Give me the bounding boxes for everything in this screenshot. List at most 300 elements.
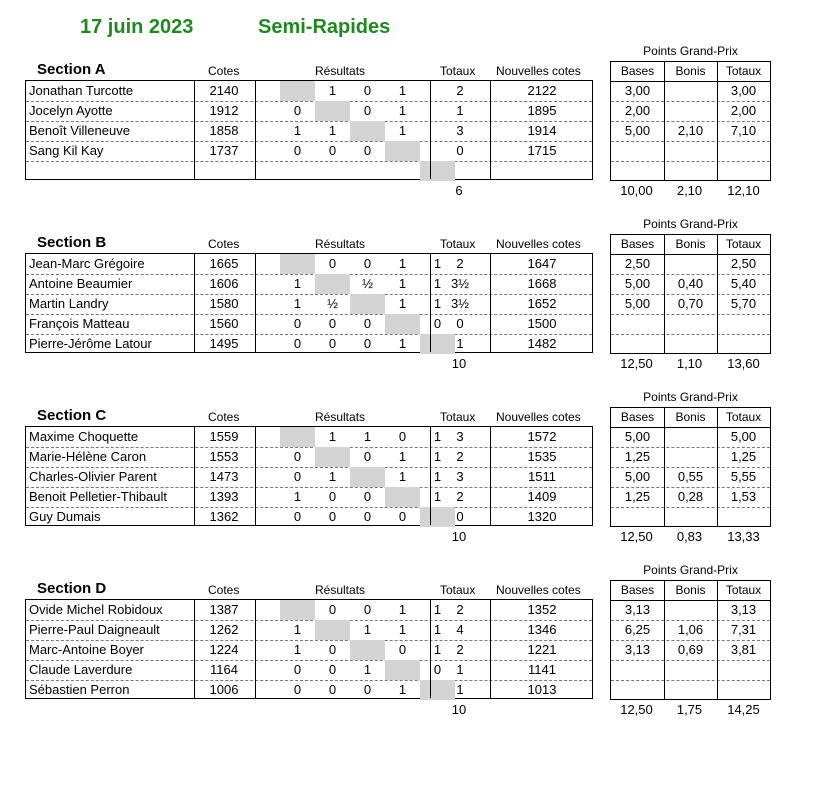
date-title: 17 juin 2023 [80,16,194,38]
table-row [26,121,592,142]
results-table [25,253,593,353]
diagonal-cell [385,660,420,680]
result-cell: 0 [328,509,337,524]
player-name: Pierre-Jérôme Latour [29,336,152,351]
table-row [26,314,592,335]
result-cell: 0 [398,642,407,657]
result-cell: 1 [398,256,407,271]
new-rating: 1320 [527,509,557,524]
player-name: Marc-Antoine Boyer [29,642,144,657]
gp-bases [611,507,664,527]
table-row [26,620,592,641]
gp-row [611,121,770,142]
player-rating: 1912 [209,103,239,118]
column-divider [255,427,256,525]
column-divider [490,81,491,179]
column-divider [490,600,491,698]
player-total: 0 [456,509,464,524]
player-name: Maxime Choquette [29,429,139,444]
grand-prix-table [610,407,771,527]
result-cell: 1 [433,276,442,291]
sum-gp-totaux: 12,10 [727,183,760,198]
gp-bonis [664,507,717,527]
gp-total: 7,31 [730,622,757,637]
diagonal-cell [315,447,350,467]
nouvelles-cotes-header: Nouvelles cotes [496,410,581,424]
gp-bases: 1,25 [624,489,651,504]
cotes-header: Cotes [208,237,240,251]
player-rating: 1665 [209,256,239,271]
gp-total: 7,10 [730,123,757,138]
player-name: Jean-Marc Grégoire [29,256,145,271]
result-cell: 1 [398,296,407,311]
diagonal-cell [385,141,420,161]
gp-column-divider [664,62,665,180]
result-cell: 1 [433,642,442,657]
player-total: 2 [456,489,464,504]
new-rating: 1647 [527,256,557,271]
result-cell: 1 [398,83,407,98]
gp-row [611,487,770,508]
result-cell: 0 [363,83,372,98]
gp-totaux-header: Totaux [725,410,762,424]
column-divider [430,81,431,179]
player-rating: 1473 [209,469,239,484]
gp-row [611,680,770,700]
gp-total [717,660,770,680]
nouvelles-cotes-header: Nouvelles cotes [496,583,581,597]
gp-total: 1,53 [730,489,757,504]
gp-bonis: 1,06 [677,622,704,637]
player-total: 3½ [450,296,470,311]
gp-column-divider [717,235,718,353]
player-name: Ovide Michel Robidoux [29,602,163,617]
points-grand-prix-header: Points Grand-Prix [643,563,738,577]
diagonal-cell [280,254,315,274]
diagonal-cell [280,81,315,101]
table-row [26,101,592,122]
player-rating: 1006 [209,682,239,697]
new-rating: 1668 [527,276,557,291]
result-cell: 1 [433,256,442,271]
result-cell: 1 [328,429,337,444]
result-cell: 0 [328,316,337,331]
diagonal-cell [280,600,315,620]
gp-total: 5,40 [730,276,757,291]
sum-gp-totaux: 14,25 [727,702,760,717]
gp-bases [611,334,664,354]
column-divider [430,600,431,698]
new-rating: 1013 [527,682,557,697]
gp-total [717,507,770,527]
new-rating: 1409 [527,489,557,504]
result-cell: 0 [398,429,407,444]
player-rating: 1393 [209,489,239,504]
column-divider [194,81,195,179]
gp-header-row [611,62,770,82]
player-total: 1 [456,662,464,677]
gp-row [611,660,770,681]
result-cell: 0 [398,509,407,524]
gp-column-divider [664,235,665,353]
gp-column-divider [717,408,718,526]
player-total: 2 [456,449,464,464]
gp-bases: 5,00 [624,276,651,291]
column-divider [194,427,195,525]
result-cell: 0 [293,316,302,331]
player-rating: 1858 [209,123,239,138]
gp-bonis [664,141,717,161]
player-total: 1 [456,336,464,351]
sum-totaux: 10 [451,356,467,371]
player-rating: 1560 [209,316,239,331]
gp-row [611,620,770,641]
result-cell: 1 [293,489,302,504]
column-divider [194,600,195,698]
player-name: Benoît Villeneuve [29,123,130,138]
gp-total: 2,50 [730,256,757,271]
section-block [25,44,771,231]
cotes-header: Cotes [208,583,240,597]
result-cell [350,161,385,181]
gp-bases [611,680,664,700]
results-table [25,599,593,699]
new-rating: 1715 [527,143,557,158]
gp-bases [611,161,664,181]
gp-total: 3,00 [730,83,757,98]
player-rating: 1580 [209,296,239,311]
new-rating: 1482 [527,336,557,351]
event-title: Semi-Rapides [258,16,391,38]
sum-gp-totaux: 13,33 [727,529,760,544]
gp-bonis [664,427,717,447]
table-row [26,294,592,315]
result-cell: 0 [433,316,442,331]
player-rating: 1362 [209,509,239,524]
cotes-header: Cotes [208,64,240,78]
sum-totaux: 10 [451,529,467,544]
player-rating [194,161,254,181]
new-rating: 1346 [527,622,557,637]
gp-bases: 2,50 [624,256,651,271]
player-rating: 1559 [209,429,239,444]
gp-row [611,81,770,102]
result-cell: 1 [328,83,337,98]
gp-column-divider [664,408,665,526]
resultats-header: Résultats [315,410,366,424]
player-rating: 2140 [209,83,239,98]
player-total [430,161,490,181]
player-rating: 1262 [209,622,239,637]
gp-bases: 3,13 [624,602,651,617]
result-cell [315,161,350,181]
player-rating: 1495 [209,336,239,351]
gp-bonis [664,600,717,620]
player-name: Marie-Hélène Caron [29,449,147,464]
gp-bases: 6,25 [624,622,651,637]
resultats-header: Résultats [315,237,366,251]
gp-bases: 5,00 [624,296,651,311]
sum-bonis: 1,10 [676,356,703,371]
result-cell: 0 [328,489,337,504]
diagonal-cell [350,640,385,660]
player-total: 3 [456,469,464,484]
diagonal-cell [315,620,350,640]
result-cell: 0 [293,662,302,677]
player-name: Antoine Beaumier [29,276,133,291]
new-rating: 1572 [527,429,557,444]
grand-prix-table [610,234,771,354]
result-cell: 0 [293,103,302,118]
player-name: Martin Landry [29,296,109,311]
resultats-header: Résultats [315,64,366,78]
diagonal-cell [385,487,420,507]
gp-bonis [664,314,717,334]
gp-row [611,314,770,335]
column-divider [490,427,491,525]
table-row [26,141,592,162]
gp-totaux-header: Totaux [725,583,762,597]
result-cell: 0 [328,256,337,271]
result-cell [280,161,315,181]
resultats-header: Résultats [315,583,366,597]
table-row [26,660,592,681]
table-row [26,254,592,275]
result-cell: 1 [293,276,302,291]
gp-bases: 1,25 [624,449,651,464]
sum-totaux: 10 [451,702,467,717]
result-cell: 1 [293,123,302,138]
gp-row [611,600,770,621]
result-cell: 1 [398,602,407,617]
totaux-header: Totaux [440,583,476,597]
result-cell: 0 [363,682,372,697]
result-cell: 1 [433,449,442,464]
gp-total: 3,81 [730,642,757,657]
result-cell: 0 [363,316,372,331]
section-block [25,390,771,577]
diagonal-cell [350,294,385,314]
player-name: François Matteau [29,316,130,331]
result-cell: 1 [363,429,372,444]
result-cell: 0 [328,662,337,677]
gp-bonis [664,81,717,101]
new-rating: 1914 [527,123,557,138]
result-cell: 0 [293,143,302,158]
gp-bonis [664,161,717,181]
gp-row [611,274,770,295]
result-cell [385,161,420,181]
result-cell: 0 [328,642,337,657]
result-cell: ½ [362,276,373,291]
gp-total [717,314,770,334]
result-cell: 1 [433,489,442,504]
bases-header: Bases [620,410,655,424]
result-cell: 1 [433,602,442,617]
table-row [26,487,592,508]
bases-header: Bases [620,237,655,251]
result-cell: 1 [398,103,407,118]
gp-bases: 5,00 [624,469,651,484]
result-cell: 0 [363,143,372,158]
gp-bonis [664,101,717,121]
column-divider [194,254,195,352]
result-cell: 1 [328,469,337,484]
result-cell: 1 [398,622,407,637]
new-rating: 1221 [527,642,557,657]
player-total: 2 [456,602,464,617]
column-divider [490,254,491,352]
player-rating: 1737 [209,143,239,158]
gp-bases [611,141,664,161]
table-row [26,274,592,295]
gp-total [717,161,770,181]
result-cell: 0 [328,682,337,697]
diagonal-cell [280,427,315,447]
bases-header: Bases [620,583,655,597]
column-divider [430,427,431,525]
column-divider [255,600,256,698]
player-name: Jocelyn Ayotte [29,103,113,118]
table-row [26,467,592,488]
new-rating: 1141 [528,662,556,677]
bonis-header: Bonis [675,583,706,597]
table-row [26,447,592,468]
gp-column-divider [717,581,718,699]
section-title: Section D [37,580,107,597]
result-cell: 1 [293,296,302,311]
grand-prix-table [610,580,771,700]
result-cell: 1 [293,642,302,657]
nouvelles-cotes-header: Nouvelles cotes [496,237,581,251]
result-cell: 1 [363,622,372,637]
bases-header: Bases [620,64,655,78]
player-rating: 1387 [209,602,239,617]
result-cell: 1 [398,469,407,484]
gp-row [611,101,770,122]
sum-bonis: 0,83 [676,529,703,544]
gp-total [717,141,770,161]
diagonal-cell [350,467,385,487]
player-total: 3 [456,123,464,138]
gp-row [611,254,770,275]
result-cell: 0 [363,489,372,504]
totaux-header: Totaux [440,64,476,78]
player-total: 1 [456,682,464,697]
result-cell: 0 [363,602,372,617]
gp-bonis: 0,40 [677,276,704,291]
result-cell: 0 [328,602,337,617]
new-rating: 1352 [527,602,557,617]
gp-row [611,161,770,181]
result-cell: 1 [398,123,407,138]
result-cell: 1 [363,662,372,677]
gp-column-divider [664,581,665,699]
result-cell: 0 [328,143,337,158]
gp-header-row [611,408,770,428]
result-cell: 1 [398,336,407,351]
new-rating: 1500 [527,316,557,331]
gp-row [611,640,770,661]
gp-total: 5,70 [730,296,757,311]
diagonal-cell [385,314,420,334]
gp-totaux-header: Totaux [725,64,762,78]
totaux-header: Totaux [440,410,476,424]
section-block [25,563,771,750]
result-cell: 1 [433,622,442,637]
diagonal-cell [350,121,385,141]
table-row [26,507,592,527]
result-cell: 0 [293,682,302,697]
result-cell: 1 [433,296,442,311]
result-cell: 1 [293,622,302,637]
result-cell: 1 [398,276,407,291]
column-divider [255,81,256,179]
gp-bonis [664,660,717,680]
table-row [26,81,592,102]
gp-row [611,334,770,354]
player-name: Charles-Olivier Parent [29,469,157,484]
sum-bases: 10,00 [620,183,653,198]
result-cell: 0 [363,509,372,524]
result-cell: 0 [293,336,302,351]
new-rating: 2122 [527,83,557,98]
result-cell: 0 [433,662,442,677]
section-title: Section A [37,61,106,78]
section-title: Section C [37,407,107,424]
column-divider [430,254,431,352]
gp-total [717,680,770,700]
player-total: 2 [456,83,464,98]
result-cell: 0 [293,509,302,524]
player-total: 0 [456,316,464,331]
new-rating: 1652 [527,296,557,311]
grand-prix-table [610,61,771,181]
points-grand-prix-header: Points Grand-Prix [643,44,738,58]
result-cell: 1 [433,469,442,484]
result-cell: 0 [363,256,372,271]
gp-row [611,467,770,488]
result-cell: ½ [327,296,338,311]
table-row [26,334,592,354]
gp-bases: 3,00 [624,83,651,98]
gp-bonis [664,254,717,274]
player-total: 1 [456,103,464,118]
result-cell: 0 [363,336,372,351]
gp-bonis [664,680,717,700]
player-total: 0 [456,143,464,158]
table-row [26,427,592,448]
sum-totaux: 6 [455,183,463,198]
gp-bases: 5,00 [624,429,651,444]
result-cell: 1 [328,123,337,138]
column-divider [255,254,256,352]
player-rating: 1553 [209,449,239,464]
diagonal-cell [315,101,350,121]
table-row [26,680,592,700]
result-cell: 0 [293,469,302,484]
player-total: 2 [456,642,464,657]
gp-total: 3,13 [730,602,757,617]
gp-bonis: 0,69 [677,642,704,657]
player-name: Guy Dumais [29,509,101,524]
gp-bases: 5,00 [624,123,651,138]
player-total: 3 [456,429,464,444]
table-row [26,640,592,661]
gp-row [611,447,770,468]
sum-bases: 12,50 [620,702,653,717]
player-name: Claude Laverdure [29,662,133,677]
